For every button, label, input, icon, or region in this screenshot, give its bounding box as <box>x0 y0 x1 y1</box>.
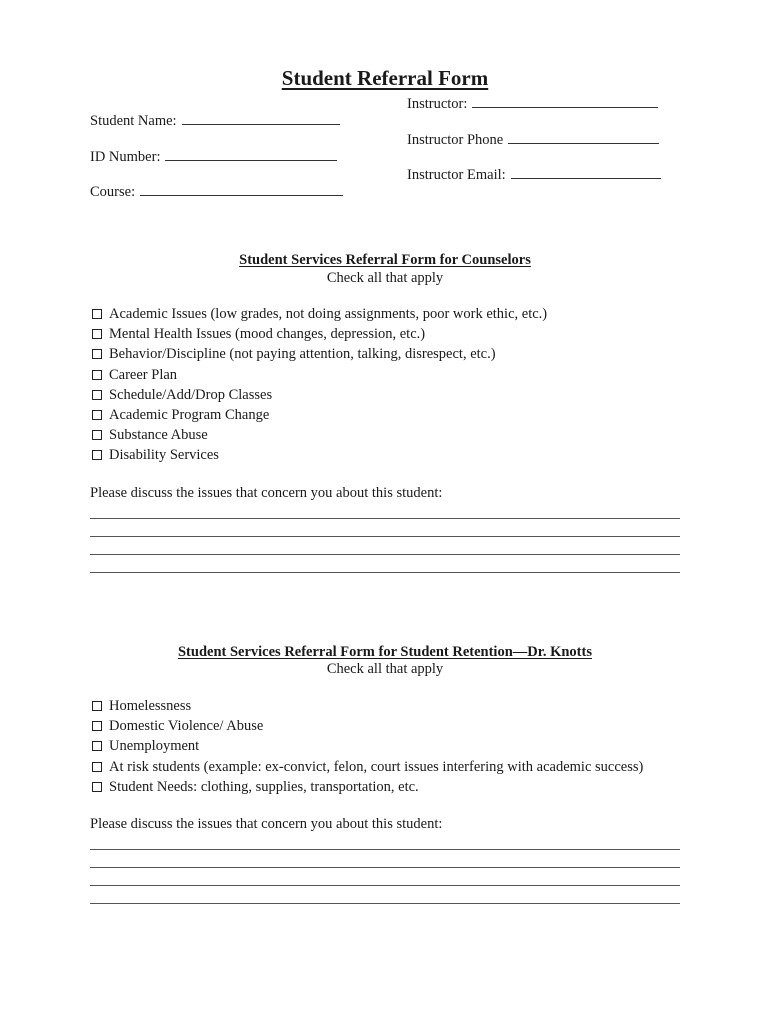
retention-heading: Student Services Referral Form for Student Retention—Dr. Knotts <box>177 644 592 660</box>
instructor-phone-label: Instructor Phone <box>407 132 504 148</box>
checkbox-icon[interactable] <box>92 410 102 420</box>
counselors-option[interactable] <box>90 425 547 445</box>
course-input-line[interactable] <box>140 181 343 196</box>
option-label: Student Needs: clothing, supplies, transportation, etc. <box>109 778 419 795</box>
checkbox-icon[interactable] <box>92 450 102 460</box>
checkbox-icon[interactable] <box>92 741 102 751</box>
checkbox-icon[interactable] <box>92 430 102 440</box>
option-label: Disability Services <box>109 447 219 464</box>
option-label: Academic Issues (low grades, not doing assignments, poor work ethic, etc.) <box>109 306 548 322</box>
student-name-label: Student Name: <box>90 113 177 129</box>
counselors-checklist <box>90 304 547 466</box>
retention-response-line[interactable] <box>90 903 680 904</box>
option-label: Career Plan <box>109 366 178 383</box>
counselors-heading: Student Services Referral Form for Counselors <box>239 252 531 268</box>
course-field[interactable] <box>90 181 343 201</box>
instructor-email-label: Instructor Email: <box>407 167 506 183</box>
counselors-response-line[interactable] <box>90 536 680 537</box>
retention-option[interactable] <box>90 736 643 756</box>
counselors-response-line[interactable] <box>90 518 680 519</box>
counselors-option[interactable] <box>90 344 547 364</box>
counselors-option[interactable] <box>90 304 547 324</box>
counselors-prompt: Please discuss the issues that concern you about this student: <box>90 485 443 501</box>
option-label: Unemployment <box>109 738 200 755</box>
instructor-label: Instructor: <box>407 96 468 112</box>
retention-response-line[interactable] <box>90 885 680 886</box>
counselors-option[interactable] <box>90 324 547 344</box>
checkbox-icon[interactable] <box>92 762 102 772</box>
option-label: Substance Abuse <box>109 427 208 444</box>
checkbox-icon[interactable] <box>92 309 102 319</box>
option-label: Academic Program Change <box>109 406 270 423</box>
checkbox-icon[interactable] <box>92 329 102 339</box>
instructor-field[interactable] <box>407 93 658 113</box>
checkbox-icon[interactable] <box>92 390 102 400</box>
counselors-response-line[interactable] <box>90 554 680 555</box>
option-label: Behavior/Discipline (not paying attention, talking, disrespect, etc.) <box>109 346 496 363</box>
retention-option[interactable] <box>90 757 643 777</box>
instructor-phone-field[interactable] <box>407 129 659 149</box>
option-label: Domestic Violence/ Abuse <box>109 718 264 735</box>
checkbox-icon[interactable] <box>92 349 102 359</box>
counselors-instruction: Check all that apply <box>326 270 444 286</box>
option-label: Schedule/Add/Drop Classes <box>109 386 273 403</box>
instructor-email-field[interactable] <box>407 164 661 184</box>
id-number-label: ID Number: <box>90 149 161 165</box>
retention-prompt: Please discuss the issues that concern you about this student: <box>90 816 443 832</box>
checkbox-icon[interactable] <box>92 370 102 380</box>
retention-instruction: Check all that apply <box>326 661 444 677</box>
instructor-input-line[interactable] <box>472 93 658 108</box>
counselors-option[interactable] <box>90 385 547 405</box>
form-title: Student Referral Form <box>281 66 489 90</box>
counselors-option[interactable] <box>90 445 547 465</box>
option-label: Homelessness <box>109 698 192 714</box>
counselors-option[interactable] <box>90 405 547 425</box>
option-label: At risk students (example: ex-convict, felon, court issues interfering with academic success) <box>109 758 644 775</box>
instructor-phone-input-line[interactable] <box>508 129 659 144</box>
counselors-option[interactable] <box>90 365 547 385</box>
student-name-input-line[interactable] <box>182 110 340 125</box>
retention-response-line[interactable] <box>90 849 680 850</box>
retention-option[interactable] <box>90 716 643 736</box>
checkbox-icon[interactable] <box>92 782 102 792</box>
student-name-field[interactable] <box>90 110 340 130</box>
counselors-response-line[interactable] <box>90 572 680 573</box>
id-number-field[interactable] <box>90 146 337 166</box>
course-label: Course: <box>90 184 136 200</box>
option-label: Mental Health Issues (mood changes, depression, etc.) <box>109 326 426 343</box>
id-number-input-line[interactable] <box>165 146 337 161</box>
checkbox-icon[interactable] <box>92 701 102 711</box>
retention-checklist <box>90 696 643 797</box>
retention-response-line[interactable] <box>90 867 680 868</box>
checkbox-icon[interactable] <box>92 721 102 731</box>
retention-option[interactable] <box>90 777 643 797</box>
retention-option[interactable] <box>90 696 643 716</box>
instructor-email-input-line[interactable] <box>511 164 661 179</box>
